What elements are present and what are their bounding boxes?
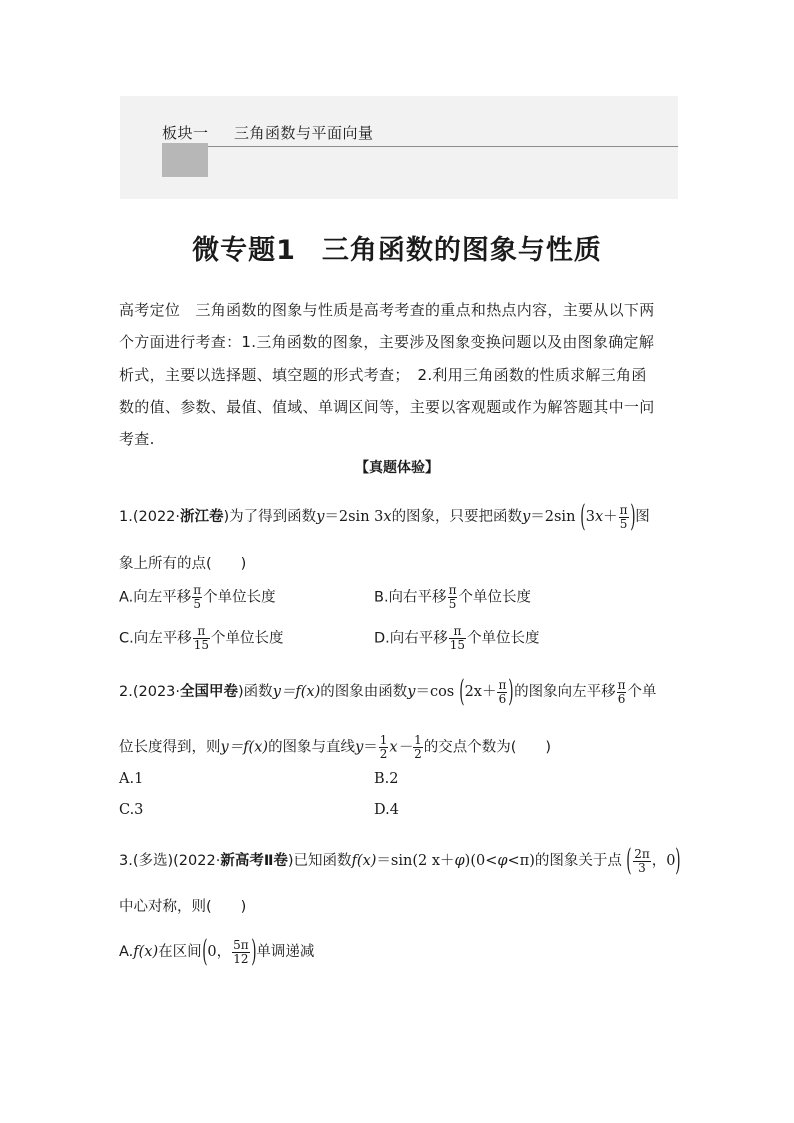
q1-option-d: D.向右平移 $\frac{\pi}{15}$ 个单位长度 (374, 624, 540, 652)
intro-line-2: 个方面进行考查：1.三角函数的图象，主要涉及图象变换问题以及由图象确定解 (119, 333, 655, 351)
title-main: 三角函数的图象与性质 (321, 235, 602, 266)
question-3-line-1: 3.(多选)(2022·新高考Ⅱ卷)已知函数f(x)＝sin(2 x＋φ)(0<φ<π)的图象关于点 ( $\frac{2\pi}{3}$ ，0) (119, 843, 681, 878)
q1-option-a: A.向左平移 $\frac{\pi}{5}$ 个单位长度 (119, 583, 276, 611)
section-heading: 【真题体验】 (355, 460, 439, 476)
q2-option-c: C.3 (119, 802, 144, 818)
section-title: 三角函数与平面向量 (234, 124, 374, 142)
question-2-line-1: 2.(2023·全国甲卷)函数y＝f(x)的图象由函数y＝cos (2x＋ $\frac{\pi}{6}$ )的图象向左平移 $\frac{\pi}{6}$ 个单 (119, 674, 657, 709)
q1-option-c: C.向左平移 $\frac{\pi}{15}$ 个单位长度 (119, 624, 284, 652)
question-2-line-2: 位长度得到，则y＝f(x)的图象与直线y＝ $\frac{1}{2}$ x－ $\frac{1}{2}$ 的交点个数为( ) (119, 733, 552, 761)
question-3-line-2: 中心对称，则( ) (119, 899, 247, 915)
intro-line-4: 数的值、参数、最值、值域、单调区间等，主要以客观题或作为解答题其中一问 (119, 398, 655, 416)
intro-line-3: 析式，主要以选择题、填空题的形式考查； 2.利用三角函数的性质求解三角函 (119, 366, 647, 384)
q3-option-a: A.f(x)在区间(0， $\frac{5\pi}{12}$ )单调递减 (119, 934, 315, 969)
header-gray-block (162, 143, 208, 177)
q2-option-b: B.2 (374, 771, 399, 787)
question-1-line-1: 1.(2022·浙江卷)为了得到函数y＝2sin 3x的图象，只要把函数y＝2sin (3x＋ $\frac{\pi}{5}$ )图 (119, 499, 650, 534)
q2-option-a: A.1 (119, 771, 144, 787)
intro-line-5: 考查. (119, 430, 155, 448)
q2-option-d: D.4 (374, 802, 399, 818)
question-1-line-2: 象上所有的点( ) (119, 556, 247, 572)
page-title (0, 228, 794, 267)
q1-option-b: B.向右平移 $\frac{\pi}{5}$ 个单位长度 (374, 583, 531, 611)
section-label: 板块一 (162, 124, 209, 142)
header-divider (208, 146, 678, 147)
intro-line-1: 高考定位 三角函数的图象与性质是高考考查的重点和热点内容，主要从以下两 (119, 301, 655, 319)
title-prefix: 微专题1 (192, 235, 296, 266)
